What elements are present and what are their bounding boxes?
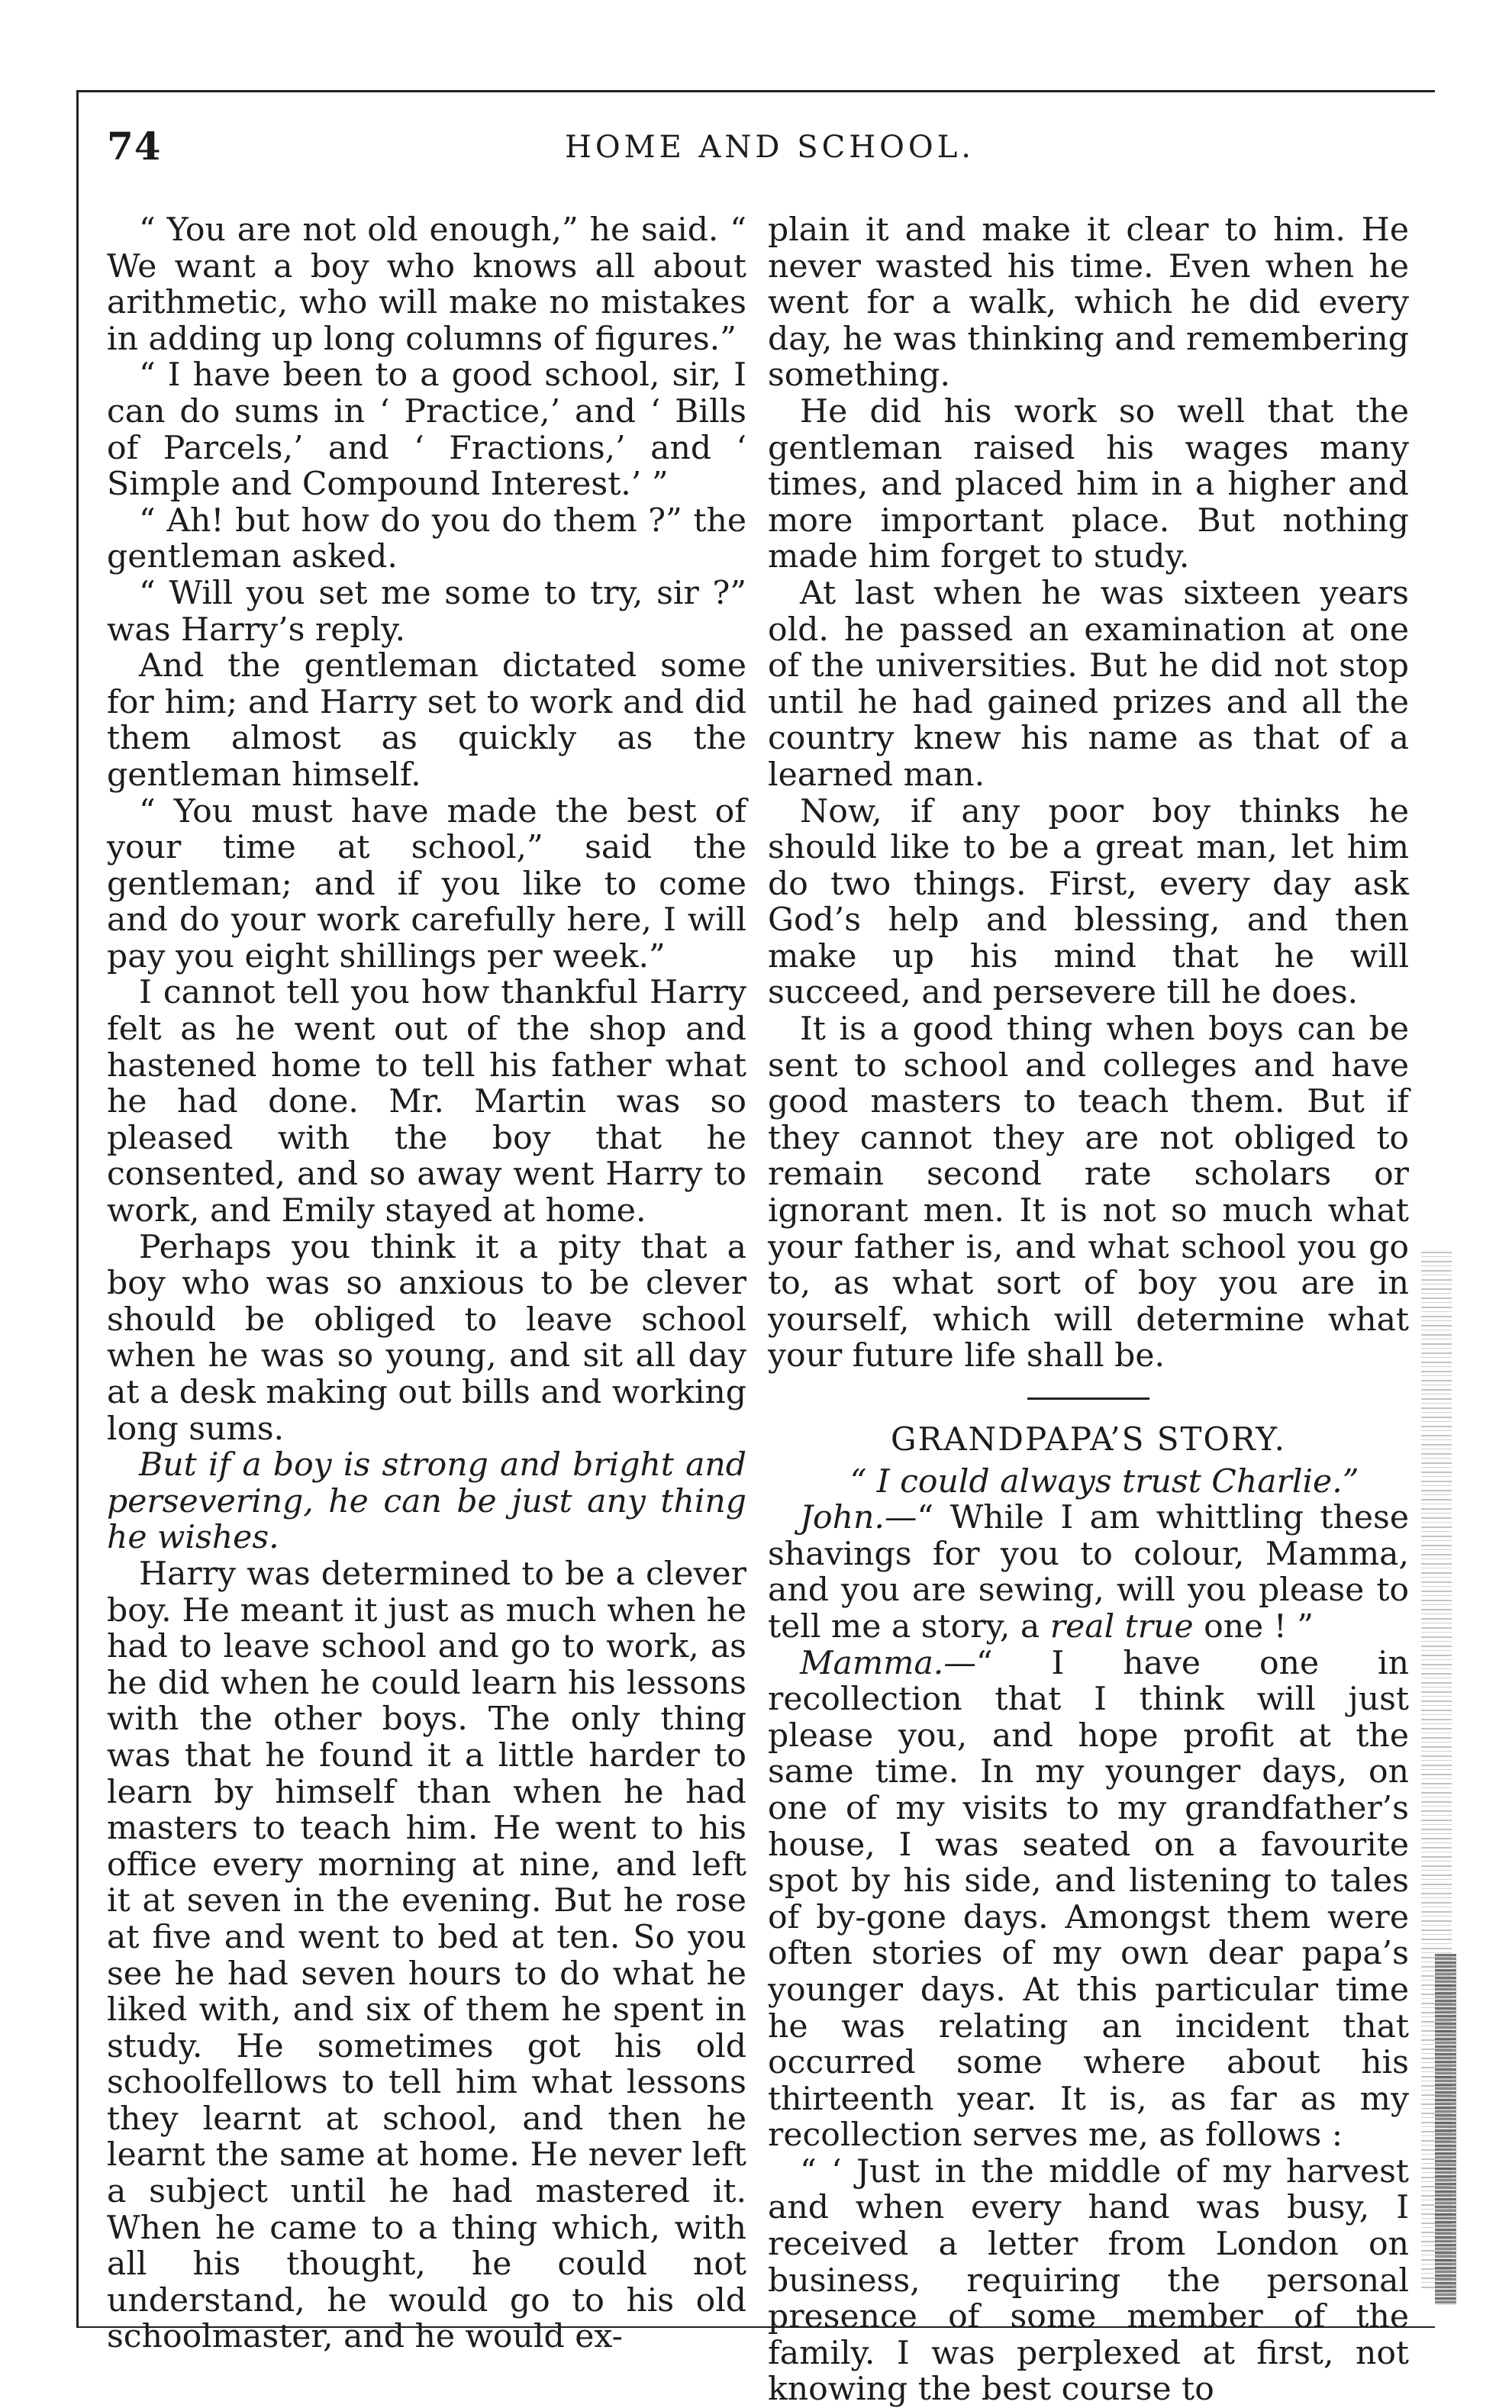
story-epigraph: “ I could always trust Charlie.” xyxy=(849,1462,1359,1501)
paragraph: “ You must have made the best of your time at school,” said the gentleman; and if you like to come and do your work carefully here, I will pay you eight shillings per week.” xyxy=(107,792,746,975)
paragraph: “ Will you set me some to try, sir ?” was Harry’s reply. xyxy=(107,574,746,649)
page-number: 74 xyxy=(107,124,162,169)
scan-edge-shadow xyxy=(1435,1954,1456,2305)
italic-moral-text: But if a boy is strong and bright and persevering, he can be just any thing he wishes. xyxy=(107,1446,746,1557)
top-border xyxy=(76,90,1435,92)
paragraph: “ Ah! but how do you do them ?” the gentleman asked. xyxy=(107,501,746,576)
right-column xyxy=(768,212,1409,2408)
dialogue-text: —“ I have one in recollection that I think will just please you, and hope profit at the same time. In my younger days, on one of my visits to my grandfather’s house, I was seated on a favourite spot by his side, and listening to tales of by-gone days. Amongst them were often stories of my own dear papa’s younger days. At this particular time he was relating an incident that occurred some where about his thirteenth year. It is, as far as my recollection serves me, as follows : xyxy=(768,1644,1409,2155)
story-title: GRANDPAPA’S STORY. xyxy=(891,1420,1286,1458)
emphasis-text: real true xyxy=(1049,1607,1194,1646)
italic-moral xyxy=(107,1447,746,1556)
dialogue-paragraph xyxy=(768,1500,1409,1645)
left-border xyxy=(76,90,79,2328)
speaker-name: Mamma. xyxy=(800,1644,944,1682)
dialogue-text: “ ‘ Just in the middle of my harvest and when every hand was busy, I received a letter from London on business, requiring the personal presence of some member of the family. I was perplexed at first, not knowing the best course to xyxy=(768,2152,1409,2408)
paragraph: And the gentleman dictated some for him; and Harry set to work and did them almost as quickly as the gentleman himself. xyxy=(107,647,746,794)
left-column xyxy=(107,212,746,2355)
dialogue-tail: one ! ” xyxy=(1193,1607,1314,1646)
running-title: HOME AND SCHOOL. xyxy=(565,130,975,165)
paragraph-continued: plain it and make it clear to him. He never wasted his time. Even when he went for a walk, which he did every day, he was thinking and remembering something. xyxy=(768,211,1409,395)
section-divider xyxy=(1027,1397,1149,1400)
paragraph: Perhaps you think it a pity that a boy who was so anxious to be clever should be obliged to leave school when he was so young, and sit all day at a desk making out bills and working long sums. xyxy=(107,1228,746,1448)
dialogue-paragraph xyxy=(768,1646,1409,2154)
paragraph: Now, if any poor boy thinks he should like to be a great man, let him do two things. First, every day ask God’s help and blessing, and then make up his mind that he will succeed, and persevere till he does. xyxy=(768,792,1409,1012)
dialogue-paragraph xyxy=(768,2154,1409,2408)
paragraph: It is a good thing when boys can be sent to school and colleges and have good masters to teach them. But if they cannot they are not obliged to remain second rate scholars or ignorant men. It is not so much what your father is, and what school you go to, as what sort of boy you are in yourself, which will determine what your future life shall be. xyxy=(768,1011,1409,1375)
paragraph: He did his work so well that the gentleman raised his wages many times, and placed him in a higher and more important place. But nothing made him forget to study. xyxy=(768,392,1409,576)
speaker-name: John. xyxy=(800,1499,885,1537)
paragraph: “ You are not old enough,” he said. “ We want a boy who knows all about arithmetic, who will make no mistakes in adding up long columns of figures.” xyxy=(107,211,746,358)
dialogue-text: —“ While I am whittling these shavings for you to colour, Mamma, and you are sewing, will you please to tell me a story, a xyxy=(768,1499,1409,1646)
paragraph: At last when he was sixteen years old. he passed an examination at one of the universities. But he did not stop until he had gained prizes and all the country knew his name as that of a learned man. xyxy=(768,574,1409,794)
paragraph: I cannot tell you how thankful Harry felt as he went out of the shop and hastened home to tell his father what he had done. Mr. Martin was so pleased with the boy that he consented, and so away went Harry to work, and Emily stayed at home. xyxy=(107,974,746,1230)
paragraph: Harry was determined to be a clever boy. He meant it just as much when he had to leave school and go to work, as he did when he could learn his lessons with the other boys. The only thing was that he found it a little harder to learn by himself than when he had masters to teach him. He went to his office every morning at nine, and left it at seven in the evening. But he rose at five and went to bed at ten. So you see he had seven hours to do what he liked with, and six of them he spent in study. He sometimes got his old schoolfellows to tell him what lessons they learnt at school, and then he learnt the same at home. He never left a subject until he had mastered it. When he came to a thing which, with all his thought, he could not understand, he would go to his old schoolmaster, and he would ex- xyxy=(107,1555,746,2356)
paragraph: “ I have been to a good school, sir, I can do sums in ‘ Practice,’ and ‘ Bills of Parcels,’ and ‘ Fractions,’ and ‘ Simple and Compound Interest.’ ” xyxy=(107,356,746,504)
